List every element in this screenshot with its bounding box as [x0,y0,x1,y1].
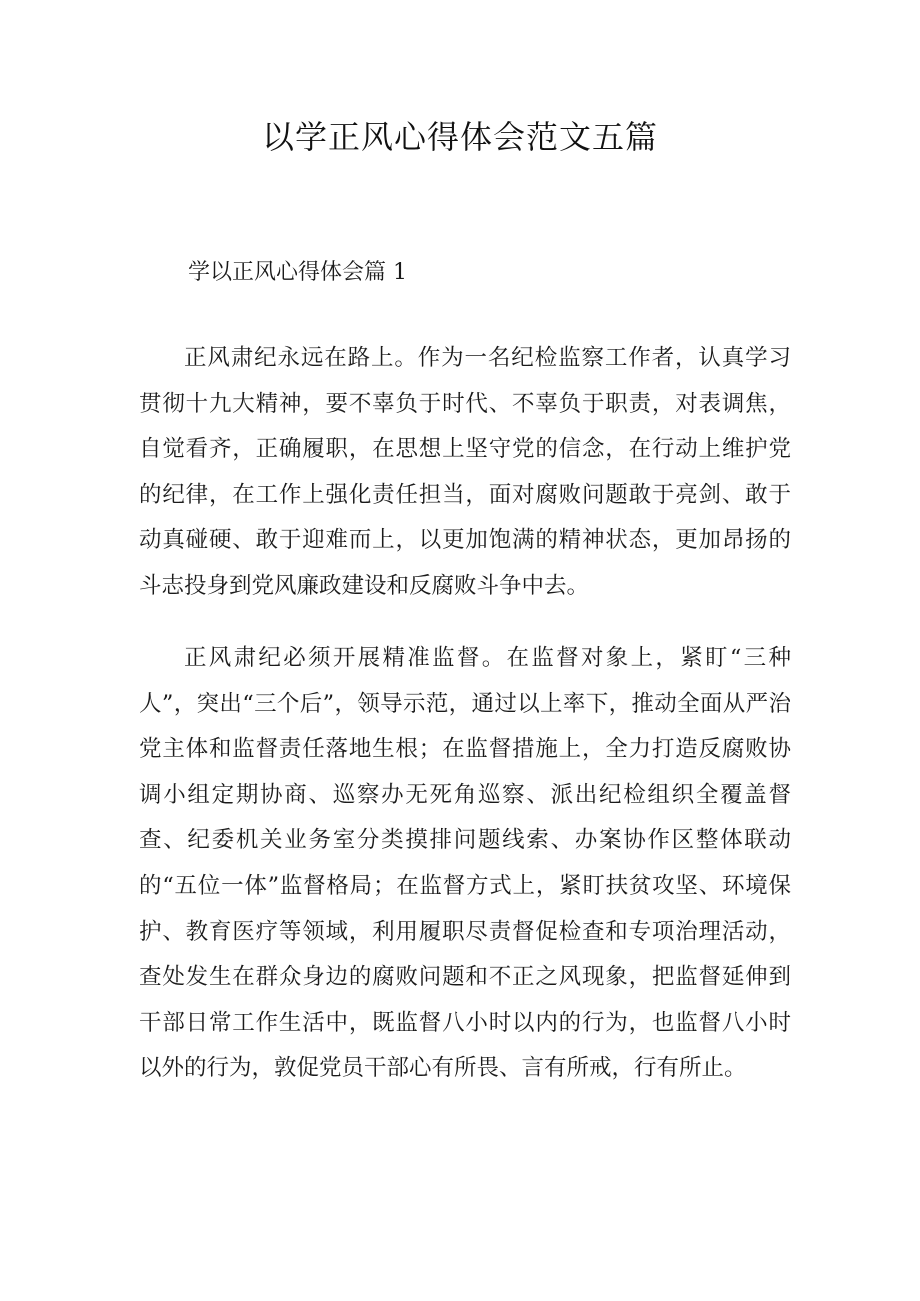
document-title: 以学正风心得体会范文五篇 [261,118,658,156]
body-paragraph-2: 正风肃纪必须开展精准监督。在监督对象上，紧盯“三种人”，突出“三个后”，领导示范，通过以上率下，推动全面从严治党主体和监督责任落地生根；在监督措施上，全力打造反腐败协调小组定期协商、巡察办无死角巡察、派出纪检组织全覆盖督查、纪委机关业务室分类摸排问题线索、办案协作区整体联动的“五位一体”监督格局；在监督方式上，紧盯扶贫攻坚、环境保护、教育医疗等领域，利用履职尽责督促检查和专项治理活动，查处发生在群众身边的腐败问题和不正之风现象，把监督延伸到干部日常工作生活中，既监督八小时以内的行为，也监督八小时以外的行为，敦促党员干部心有所畏、言有所戒，行有所止。 [139,645,791,1082]
section-heading: 学以正风心得体会篇 1 [188,260,407,285]
body-paragraph-1: 正风肃纪永远在路上。作为一名纪检监察工作者，认真学习贯彻十九大精神，要不辜负于时代、不辜负于职责，对表调焦，自觉看齐，正确履职，在思想上坚守党的信念，在行动上维护党的纪律，在工作上强化责任担当，面对腐败问题敢于亮剑、敢于动真碰硬、敢于迎难而上，以更加饱满的精神状态，更加昂扬的斗志投身到党风廉政建设和反腐败斗争中去。 [139,345,791,599]
